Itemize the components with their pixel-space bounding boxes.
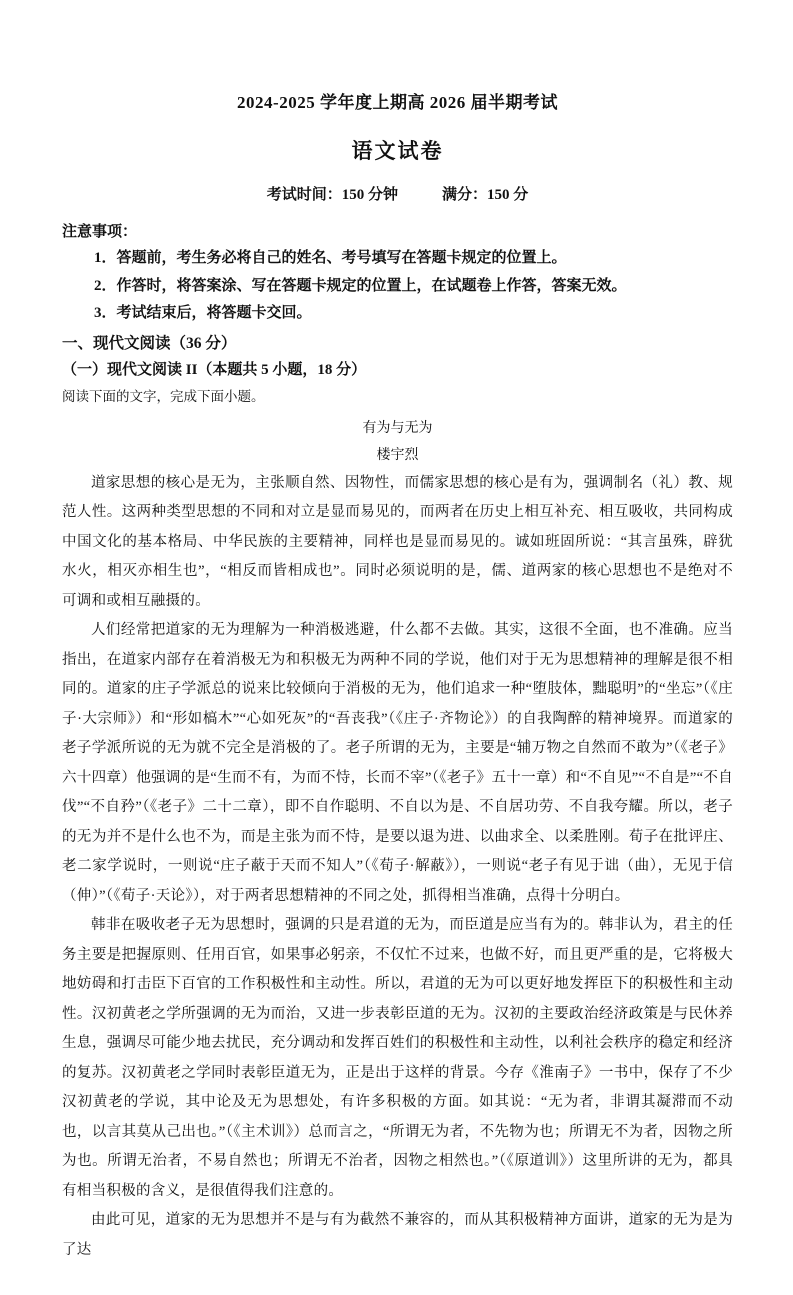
essay-paragraph-4: 由此可见，道家的无为思想并不是与有为截然不兼容的，而从其积极精神方面讲，道家的无为是为了达 bbox=[62, 1212, 733, 1258]
paper-title: 语文试卷 bbox=[351, 139, 444, 163]
notice-heading: 注意事项： bbox=[62, 224, 138, 240]
essay-author: 楼宇烈 bbox=[376, 447, 419, 463]
notice-item-2: 2．作答时，将答案涂、写在答题卡规定的位置上，在试题卷上作答，答案无效。 bbox=[94, 277, 627, 294]
exam-session-title: 2024-2025 学年度上期高 2026 届半期考试 bbox=[237, 93, 558, 112]
essay-title: 有为与无为 bbox=[362, 420, 433, 436]
notice-item-3: 3．考试结束后，将答题卡交回。 bbox=[94, 305, 312, 321]
essay-paragraph-2: 人们经常把道家的无为理解为一种消极逃避，什么都不去做。其实，这很不全面，也不准确。应当指出，在道家内部存在着消极无为和积极无为两种不同的学说，他们对于无为思想精神的理解是很不相同的。道家的庄子学派总的说来比较倾向于消极的无为，他们追求一种“堕肢体，黜聪明”的“坐忘”（《庄子·大宗师》）和“形如槁木”“心如死灰”的“吾丧我”（《庄子·齐物论》）的自我陶醉的精神境界。而道家的老子学派所说的无为就不完全是消极的了。老子所谓的无为，主要是“辅万物之自然而不敢为”（《老子》六十四章）他强调的是“生而不有，为而不恃，长而不宰”（《老子》五十一章）和“不自见”“不自是”“不自伐”“不自矜”（《老子》二十二章），即不自作聪明、不自以为是、不自居功劳、不自我夸耀。所以，老子的无为并不是什么也不为，而是主张为而不恃，是要以退为进、以曲求全、以柔胜刚。荀子在批评庄、老二家学说时，一则说“庄子蔽于天而不知人”（《荀子·解蔽》），一则说“老子有见于诎（曲），无见于信（伸）”（《荀子·天论》），对于两者思想精神的不同之处，抓得相当准确，点得十分明白。 bbox=[62, 622, 733, 904]
essay-paragraph-1: 道家思想的核心是无为，主张顺自然、因物性，而儒家思想的核心是有为，强调制名（礼）教、规范人性。这两种类型思想的不同和对立是显而易见的，而两者在历史上相互补充、相互吸收，共同构成中国文化的基本格局、中华民族的主要精神，同样也是显而易见的。诚如班固所说：“其言虽殊，辟犹水火，相灭亦相生也”，“相反而皆相成也”。同时必须说明的是，儒、道两家的核心思想也不是绝对不可调和或相互融摄的。 bbox=[62, 474, 733, 609]
subsection-heading-modern-reading-ii: （一）现代文阅读 II（本题共 5 小题，18 分） bbox=[62, 361, 367, 378]
notice-item-1: 1．答题前，考生务必将自己的姓名、考号填写在答题卡规定的位置上。 bbox=[94, 250, 567, 266]
reading-instruction: 阅读下面的文字，完成下面小题。 bbox=[62, 388, 265, 404]
exam-total-score: 满分：150 分 bbox=[442, 187, 529, 203]
section-heading-modern-reading: 一、现代文阅读（36 分） bbox=[62, 334, 237, 352]
exam-duration: 考试时间：150 分钟 bbox=[266, 187, 398, 203]
exam-info-line bbox=[62, 183, 733, 207]
essay-paragraph-3: 韩非在吸收老子无为思想时，强调的只是君道的无为，而臣道是应当有为的。韩非认为，君主的任务主要是把握原则、任用百官，如果事必躬亲，不仅忙不过来，也做不好，而且更严重的是，它将极大地妨碍和打击臣下百官的工作积极性和主动性。所以，君道的无为可以更好地发挥臣下的积极性和主动性。汉初黄老之学所强调的无为而治，又进一步表彰臣道的无为。汉初的主要政治经济政策是与民休养生息，强调尽可能少地去扰民，充分调动和发挥百姓们的积极性和主动性，以利社会秩序的稳定和经济的复苏。汉初黄老之学同时表彰臣道无为，正是出于这样的背景。今存《淮南子》一书中，保存了不少汉初黄老的学说，其中论及无为思想处，有许多积极的方面。如其说：“无为者，非谓其凝滞而不动也，以言其莫从己出也。”（《主术训》）总而言之，“所谓无为者，不先物为也；所谓无不为者，因物之所为也。所谓无治者，不易自然也；所谓无不治者，因物之相然也。”（《原道训》）这里所讲的无为，都具有相当积极的含义，是很值得我们注意的。 bbox=[62, 917, 733, 1199]
